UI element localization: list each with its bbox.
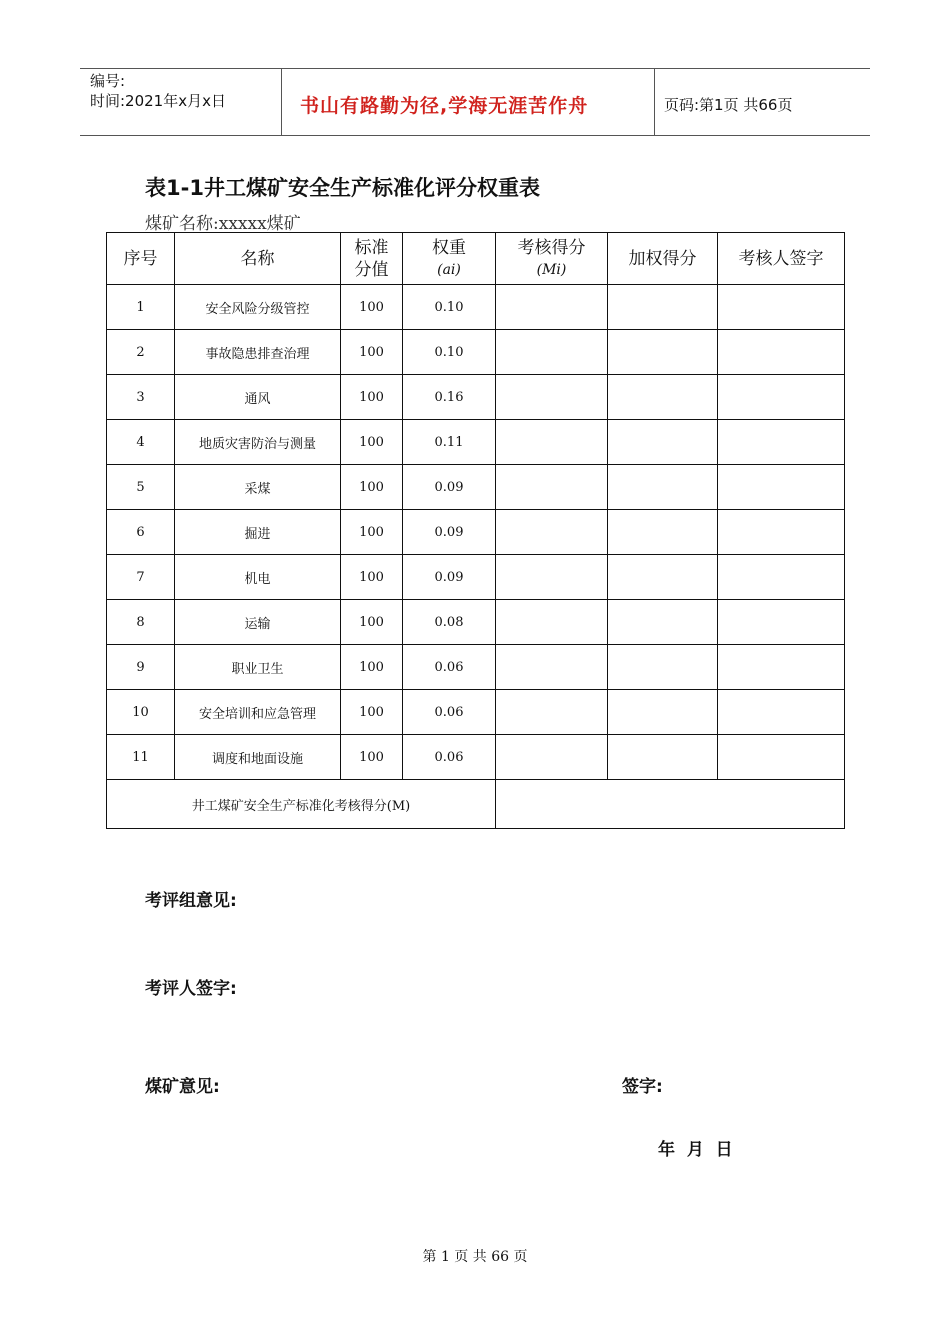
table-row — [107, 375, 845, 420]
score-weight-table — [106, 232, 845, 829]
weighted-score-cell[interactable] — [608, 645, 718, 690]
std-score-cell: 100 — [341, 555, 403, 600]
header-signer: 考核人签字 — [718, 233, 845, 285]
exam-score-cell[interactable] — [496, 420, 608, 465]
std-score-cell: 100 — [341, 465, 403, 510]
weighted-score-cell[interactable] — [608, 330, 718, 375]
total-label: 井工煤矿安全生产标准化考核得分(M) — [107, 780, 496, 829]
signer-cell[interactable] — [718, 420, 845, 465]
header-std-line1: 标准 — [354, 237, 389, 258]
header-name: 名称 — [175, 233, 341, 285]
signer-cell[interactable] — [718, 735, 845, 780]
sign-label: 签字: — [622, 1077, 663, 1097]
name-cell: 采煤 — [175, 465, 341, 510]
weight-cell: 0.10 — [403, 285, 496, 330]
name-cell: 安全培训和应急管理 — [175, 690, 341, 735]
signer-cell[interactable] — [718, 330, 845, 375]
exam-score-cell[interactable] — [496, 285, 608, 330]
time-label: 时间:2021年x月x日 — [90, 92, 226, 110]
table-row — [107, 420, 845, 465]
std-score-cell: 100 — [341, 600, 403, 645]
table-row — [107, 690, 845, 735]
seq-cell: 8 — [107, 600, 175, 645]
name-cell: 地质灾害防治与测量 — [175, 420, 341, 465]
std-score-cell: 100 — [341, 690, 403, 735]
header-std — [341, 233, 403, 285]
mine-name: 煤矿名称:xxxxx煤矿 — [145, 214, 301, 234]
signer-cell[interactable] — [718, 645, 845, 690]
seq-cell: 4 — [107, 420, 175, 465]
header-seq: 序号 — [107, 233, 175, 285]
date-label: 年 月 日 — [658, 1140, 733, 1160]
header-exam-line1: 考核得分 — [517, 237, 586, 258]
code-label: 编号: — [90, 72, 126, 90]
name-cell: 调度和地面设施 — [175, 735, 341, 780]
table-row — [107, 285, 845, 330]
std-score-cell: 100 — [341, 285, 403, 330]
signer-cell[interactable] — [718, 600, 845, 645]
table-row — [107, 600, 845, 645]
std-score-cell: 100 — [341, 375, 403, 420]
weighted-score-cell[interactable] — [608, 510, 718, 555]
weighted-score-cell[interactable] — [608, 465, 718, 510]
header-weighted: 加权得分 — [608, 233, 718, 285]
table-row — [107, 555, 845, 600]
weighted-score-cell[interactable] — [608, 375, 718, 420]
signer-cell[interactable] — [718, 510, 845, 555]
seq-cell: 3 — [107, 375, 175, 420]
table-row — [107, 465, 845, 510]
exam-score-cell[interactable] — [496, 375, 608, 420]
std-score-cell: 100 — [341, 735, 403, 780]
header-weight-line1: 权重 — [432, 237, 466, 258]
weight-cell: 0.10 — [403, 330, 496, 375]
signer-cell[interactable] — [718, 690, 845, 735]
table-row — [107, 645, 845, 690]
mine-opinion-label: 煤矿意见: — [145, 1077, 220, 1097]
page-title: 表1-1井工煤矿安全生产标准化评分权重表 — [145, 176, 540, 200]
seq-cell: 2 — [107, 330, 175, 375]
exam-score-cell[interactable] — [496, 735, 608, 780]
name-cell: 运输 — [175, 600, 341, 645]
exam-score-cell[interactable] — [496, 510, 608, 555]
weight-cell: 0.06 — [403, 645, 496, 690]
weighted-score-cell[interactable] — [608, 735, 718, 780]
signer-cell[interactable] — [718, 285, 845, 330]
exam-score-cell[interactable] — [496, 600, 608, 645]
weight-cell: 0.09 — [403, 510, 496, 555]
std-score-cell: 100 — [341, 645, 403, 690]
name-cell: 职业卫生 — [175, 645, 341, 690]
header-divider-1 — [281, 68, 282, 136]
signer-cell[interactable] — [718, 465, 845, 510]
name-cell: 安全风险分级管控 — [175, 285, 341, 330]
name-cell: 事故隐患排查治理 — [175, 330, 341, 375]
header-exam — [496, 233, 608, 285]
weighted-score-cell[interactable] — [608, 285, 718, 330]
name-cell: 掘进 — [175, 510, 341, 555]
header-top-rule — [80, 68, 870, 69]
signer-cell[interactable] — [718, 555, 845, 600]
header-std-line2: 分值 — [354, 259, 389, 280]
weight-cell: 0.06 — [403, 690, 496, 735]
exam-score-cell[interactable] — [496, 330, 608, 375]
signer-cell[interactable] — [718, 375, 845, 420]
name-cell: 机电 — [175, 555, 341, 600]
weighted-score-cell[interactable] — [608, 600, 718, 645]
seq-cell: 1 — [107, 285, 175, 330]
weight-cell: 0.11 — [403, 420, 496, 465]
weight-cell: 0.16 — [403, 375, 496, 420]
total-score-cell[interactable] — [496, 780, 845, 829]
std-score-cell: 100 — [341, 510, 403, 555]
reviewer-sign-label: 考评人签字: — [145, 979, 237, 999]
group-opinion-label: 考评组意见: — [145, 891, 237, 911]
exam-score-cell[interactable] — [496, 465, 608, 510]
weight-cell: 0.09 — [403, 555, 496, 600]
seq-cell: 6 — [107, 510, 175, 555]
weighted-score-cell[interactable] — [608, 690, 718, 735]
header-bottom-rule — [80, 135, 870, 136]
header-weight — [403, 233, 496, 285]
weight-cell: 0.06 — [403, 735, 496, 780]
seq-cell: 9 — [107, 645, 175, 690]
weighted-score-cell[interactable] — [608, 420, 718, 465]
weighted-score-cell[interactable] — [608, 555, 718, 600]
seq-cell: 7 — [107, 555, 175, 600]
weight-cell: 0.08 — [403, 600, 496, 645]
seq-cell: 11 — [107, 735, 175, 780]
table-row — [107, 510, 845, 555]
table-row — [107, 735, 845, 780]
table-total-row — [107, 780, 845, 829]
motto: 书山有路勤为径,学海无涯苦作舟 — [300, 95, 589, 117]
header-divider-2 — [654, 68, 655, 136]
weight-cell: 0.09 — [403, 465, 496, 510]
seq-cell: 10 — [107, 690, 175, 735]
name-cell: 通风 — [175, 375, 341, 420]
std-score-cell: 100 — [341, 420, 403, 465]
seq-cell: 5 — [107, 465, 175, 510]
page-info: 页码:第1页 共66页 — [664, 96, 793, 114]
page-footer: 第 1 页 共 66 页 — [422, 1249, 528, 1265]
exam-score-cell[interactable] — [496, 690, 608, 735]
std-score-cell: 100 — [341, 330, 403, 375]
exam-score-cell[interactable] — [496, 645, 608, 690]
exam-score-cell[interactable] — [496, 555, 608, 600]
header-weight-line2: (ai) — [437, 261, 461, 278]
table-row — [107, 330, 845, 375]
header-exam-line2: (Mi) — [536, 261, 567, 278]
table-header-row — [107, 233, 845, 285]
